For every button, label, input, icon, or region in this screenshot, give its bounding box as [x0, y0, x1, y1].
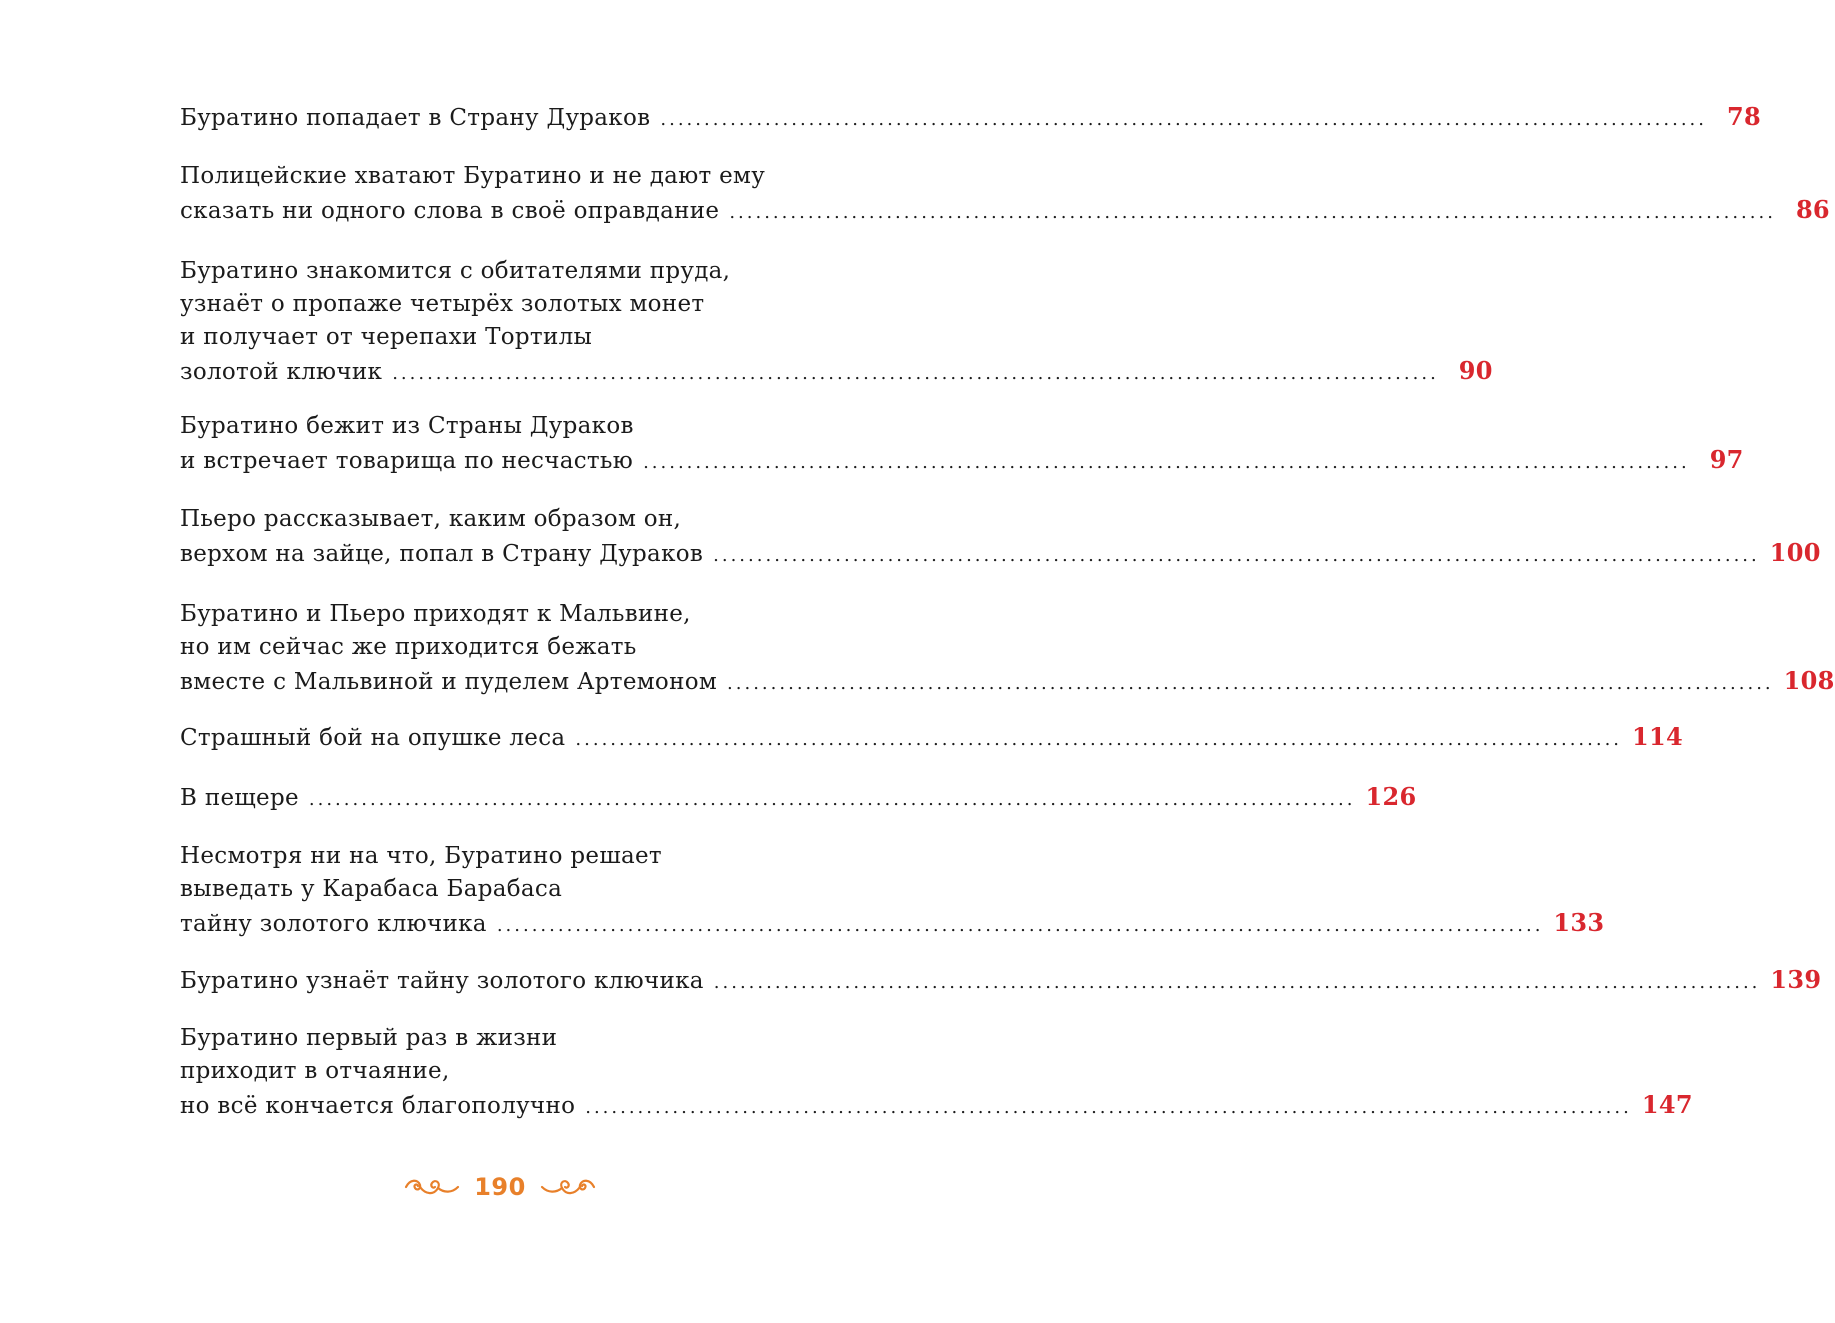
dot-leader: ........................................................................................................................: [496, 915, 1544, 936]
toc-entry[interactable]: [180, 840, 1605, 939]
toc-page-number[interactable]: 100: [1769, 538, 1821, 567]
toc-page-number[interactable]: 78: [1727, 102, 1761, 131]
toc-entry-title-line: Буратино и Пьеро приходят к Мальвине,: [180, 601, 691, 627]
toc-page-number[interactable]: 108: [1783, 666, 1835, 695]
toc-entry[interactable]: [180, 160, 1830, 226]
page-folio: [0, 1165, 1000, 1209]
toc-entry-title-line: Буратино попадает в Страну Дураков: [180, 105, 651, 131]
toc-entry-title-line: Полицейские хватают Буратино и не дают ему: [180, 163, 766, 189]
toc-entry[interactable]: [180, 780, 1417, 813]
dot-leader: ........................................................................................................................: [729, 202, 1776, 223]
toc-entry-title-line: но всё кончается благополучно: [180, 1093, 576, 1119]
dot-leader: ........................................................................................................................: [392, 363, 1439, 384]
swirl-ornament-icon: [540, 1175, 596, 1199]
toc-entry[interactable]: [180, 410, 1744, 476]
dot-leader: ........................................................................................................................: [585, 1097, 1632, 1118]
toc-entry-title-line: вместе с Мальвиной и пуделем Артемоном: [180, 669, 718, 695]
toc-entry-title-line: Буратино первый раз в жизни: [180, 1025, 558, 1051]
toc-entry[interactable]: [180, 720, 1684, 753]
toc-entry-title-line: верхом на зайце, попал в Страну Дураков: [180, 541, 704, 567]
toc-page-number[interactable]: 147: [1641, 1090, 1693, 1119]
toc-entry[interactable]: [180, 255, 1493, 387]
dot-leader: ........................................................................................................................: [575, 729, 1623, 750]
toc-entry-title-line: Буратино знакомится с обитателями пруда,: [180, 258, 731, 284]
toc-entry-title-line: В пещере: [180, 785, 299, 811]
toc-entry-title-line: и получает от черепахи Тортилы: [180, 324, 593, 350]
toc-page-number[interactable]: 86: [1795, 195, 1830, 224]
toc-entry-title-line: и встречает товарища по несчастью: [180, 448, 634, 474]
toc-page-number[interactable]: 139: [1770, 965, 1822, 994]
toc-entry[interactable]: [180, 598, 1835, 697]
toc-entry-title-line: Пьеро рассказывает, каким образом он,: [180, 506, 682, 532]
dot-leader: ........................................................................................................................: [308, 789, 1356, 810]
dot-leader: ........................................................................................................................: [727, 673, 1774, 694]
toc-page-number[interactable]: 126: [1365, 782, 1417, 811]
dot-leader: ........................................................................................................................: [713, 545, 1760, 566]
toc-entry[interactable]: [180, 100, 1761, 133]
dot-leader: ........................................................................................................................: [643, 452, 1690, 473]
toc-entry-title-line: приходит в отчаяние,: [180, 1058, 450, 1084]
toc-page-number[interactable]: 97: [1709, 445, 1744, 474]
toc-entry-title-line: золотой ключик: [180, 359, 383, 385]
dot-leader: ........................................................................................................................: [713, 972, 1761, 993]
swirl-ornament-icon: [404, 1175, 460, 1199]
toc-entry-title-line: Буратино бежит из Страны Дураков: [180, 413, 634, 439]
toc-page-number[interactable]: 114: [1632, 722, 1684, 751]
toc-entry-title-line: Страшный бой на опушке леса: [180, 725, 566, 751]
toc-entry-title-line: узнаёт о пропаже четырёх золотых монет: [180, 291, 705, 317]
toc-page-number[interactable]: 133: [1553, 908, 1605, 937]
toc-entry-title-line: тайну золотого ключика: [180, 911, 487, 937]
toc-entry[interactable]: [180, 1022, 1693, 1121]
toc-entry-title-line: Буратино узнаёт тайну золотого ключика: [180, 968, 704, 994]
toc-entry[interactable]: [180, 963, 1822, 996]
toc-entry-title-line: сказать ни одного слова в своё оправдание: [180, 198, 720, 224]
toc-entry[interactable]: [180, 503, 1821, 569]
toc-entry-title-line: выведать у Карабаса Барабаса: [180, 876, 563, 902]
dot-leader: ........................................................................................................................: [660, 109, 1707, 130]
page-number: 190: [474, 1173, 526, 1201]
toc-page-number[interactable]: 90: [1458, 356, 1493, 385]
toc-entry-title-line: Несмотря ни на что, Буратино решает: [180, 843, 662, 869]
toc-entry-title-line: но им сейчас же приходится бежать: [180, 634, 637, 660]
